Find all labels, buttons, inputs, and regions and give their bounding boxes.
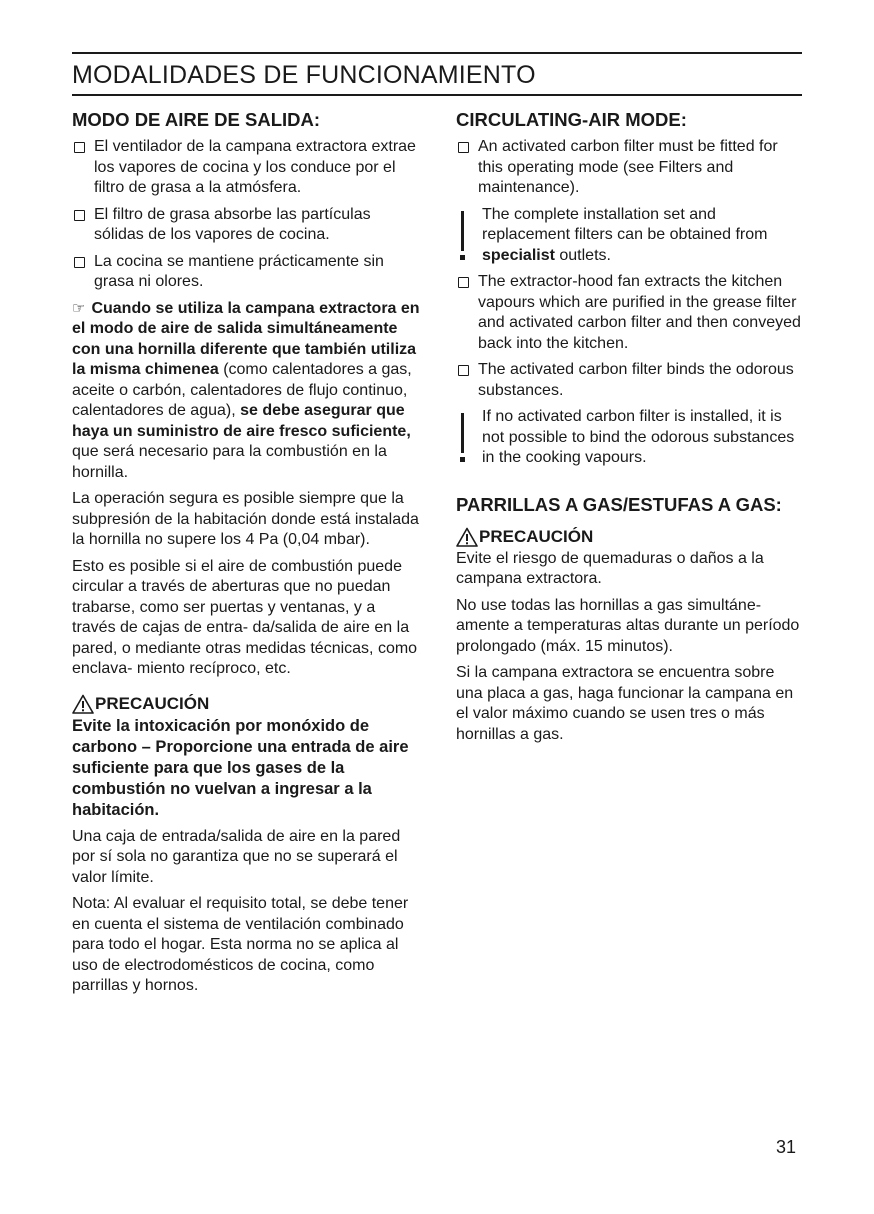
bullet-item	[72, 205, 422, 246]
hint-bold-1: Cuando se utiliza la campana extractora en el modo de aire de salida simultáneamente con una hornilla diferente que también utiliza la misma chimenea	[72, 299, 420, 378]
bullet-item	[456, 137, 804, 199]
bullet-text: El ventilador de la campana extractora extrae los vapores de cocina y los conduce por el filtro de grasa a la atmósfera.	[94, 138, 416, 196]
hint-paragraph	[72, 299, 422, 484]
checkbox-bullet-icon	[458, 365, 469, 376]
warning-heading	[72, 694, 422, 714]
safe-operation-paragraph: La operación segura es posible siempre que la subpresión de la habitación donde está instalada la hornilla no supere los 4 Pa (0,04 mbar).	[72, 490, 419, 548]
important-note	[456, 407, 804, 469]
gas-grills-heading: PARRILLAS A GAS/ESTUFAS A GAS:	[456, 493, 782, 515]
max-setting-paragraph: Si la campana extractora se encuentra sobre una placa a gas, haga funcionar la campana en el valor máximo cuando se usen tres o más hornillas a gas.	[456, 664, 794, 743]
bullet-text: The activated carbon filter binds the odorous substances.	[478, 361, 794, 399]
bullet-item	[72, 252, 422, 293]
simultaneous-burners-paragraph: No use todas las hornillas a gas simultáne- amente a temperaturas altas durante un período prolongado (máx. 15 minutos).	[456, 596, 800, 655]
exclamation-icon	[456, 211, 470, 267]
bullet-item	[456, 272, 804, 354]
warning-label: PRECAUCIÓN	[95, 693, 210, 713]
circulating-air-mode-heading: CIRCULATING-AIR MODE:	[456, 109, 687, 130]
wall-box-paragraph: Una caja de entrada/salida de aire en la pared por sí sola no garantiza que no se superará el valor límite.	[72, 827, 401, 886]
page-number: 31	[776, 1137, 797, 1157]
right-column	[456, 108, 804, 751]
bullet-text: An activated carbon filter must be fitted for this operating mode (see Filters and maintenance).	[478, 138, 778, 196]
warning-label: PRECAUCIÓN	[479, 526, 594, 546]
checkbox-bullet-icon	[74, 142, 85, 153]
note-paragraph: Nota: Al evaluar el requisito total, se debe tener en cuenta el sistema de ventilación combinado para todo el hogar. Esta norma no se aplica al uso de electrodomésticos de cocina, como parrillas y hornos.	[72, 895, 409, 994]
bullet-item	[456, 360, 804, 401]
pointing-hand-icon: ☞	[72, 299, 86, 317]
checkbox-bullet-icon	[74, 257, 85, 268]
checkbox-bullet-icon	[458, 277, 469, 288]
note-end-text: outlets.	[554, 246, 611, 264]
bullet-item	[72, 137, 422, 199]
important-note	[456, 205, 804, 267]
exhaust-air-mode-heading: MODO DE AIRE DE SALIDA:	[72, 109, 321, 130]
exclamation-icon	[456, 413, 470, 469]
hint-bold-2: se debe asegurar que haya un suministro de aire fresco suficiente,	[72, 402, 411, 440]
note-text: The complete installation set and replacement filters can be obtained from	[482, 205, 768, 243]
note-bold-text: specialist	[482, 246, 555, 264]
warning-triangle-icon	[72, 694, 94, 714]
bullet-text: The extractor-hood fan extracts the kitchen vapours which are purified in the grease filter and activated carbon filter and then conveyed back into the kitchen.	[478, 273, 801, 352]
checkbox-bullet-icon	[74, 210, 85, 221]
burn-risk-paragraph: Evite el riesgo de quemaduras o daños a la campana extractora.	[456, 549, 764, 587]
combustion-air-paragraph: Esto es posible si el aire de combustión puede circular a través de aberturas que no puedan trabarse, como ser puertas y ventanas, y a través de cajas de entra- da/salida de aire en la pared, o mediante otras medidas técnicas, como enclava- miento recíproco, etc.	[72, 557, 418, 677]
note-text: If no activated carbon filter is installed, it is not possible to bind the odorous substances in the cooking vapours.	[482, 408, 795, 466]
warning-heading	[456, 527, 804, 547]
hint-normal-1: (como calentadores a gas, aceite o carbón, calentadores de flujo continuo, calentadores de agua),	[72, 361, 412, 419]
carbon-monoxide-warning: Evite la intoxicación por monóxido de carbono – Proporcione una entrada de aire suficiente para que los gases de la combustión no vuelvan a ingresar a la habitación.	[72, 716, 409, 819]
page-title: MODALIDADES DE FUNCIONAMIENTO	[72, 52, 802, 96]
hint-normal-2: que será necesario para la combustión en la hornilla.	[72, 443, 387, 481]
warning-triangle-icon	[456, 527, 478, 547]
bullet-text: El filtro de grasa absorbe las partículas sólidas de los vapores de cocina.	[94, 205, 371, 243]
bullet-text: La cocina se mantiene prácticamente sin grasa ni olores.	[94, 252, 384, 290]
checkbox-bullet-icon	[458, 142, 469, 153]
left-column	[72, 108, 422, 1003]
